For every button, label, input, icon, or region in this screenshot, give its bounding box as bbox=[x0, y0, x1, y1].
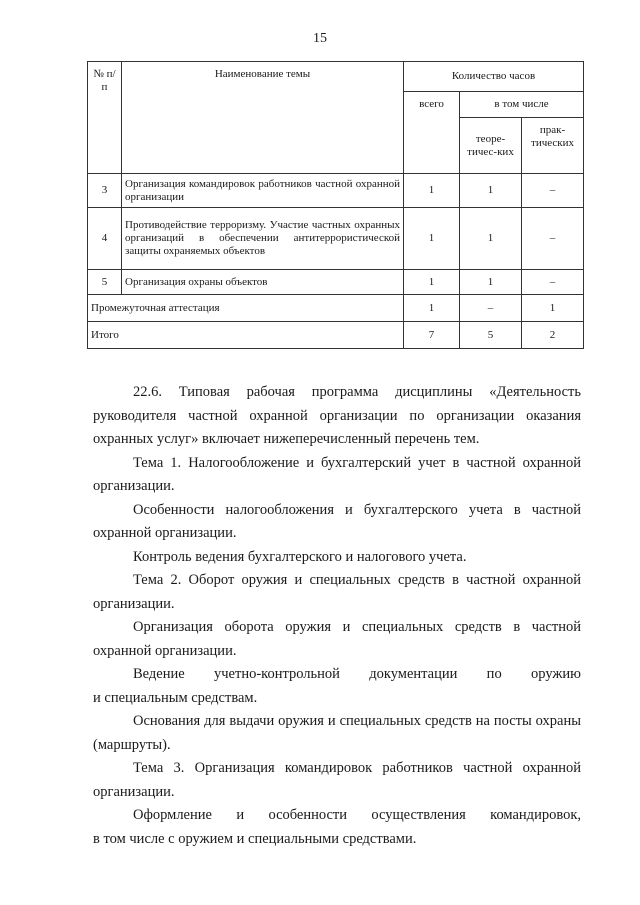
row-total: 1 bbox=[404, 208, 460, 270]
paragraph-program-intro: 22.6. Типовая рабочая программа дисциплины «Деятельность руководителя частной охранной организации по организации оказания охранных услуг» включает нижеперечисленный перечень тем. bbox=[93, 384, 581, 447]
row-topic: Противодействие терроризму. Участие частных охранных организаций в обеспечении антитеррористической защиты охраняемых объектов bbox=[122, 208, 404, 270]
header-total: всего bbox=[404, 92, 460, 174]
row-topic: Организация охраны объектов bbox=[122, 270, 404, 295]
row-num: 3 bbox=[88, 174, 122, 208]
row-num: 4 bbox=[88, 208, 122, 270]
header-num: № п/п bbox=[88, 62, 122, 174]
paragraph-topic-1: Тема 1. Налогообложение и бухгалтерский учет в частной охранной организации. bbox=[93, 454, 581, 494]
total-practice: 2 bbox=[522, 322, 584, 349]
table-row bbox=[88, 208, 584, 270]
paragraph-topic-2: Тема 2. Оборот оружия и специальных средств в частной охранной организации. bbox=[93, 572, 581, 612]
header-topic: Наименование темы bbox=[122, 62, 404, 174]
table-row bbox=[88, 174, 584, 208]
header-practice: прак-тических bbox=[522, 118, 584, 174]
row-total: 1 bbox=[404, 174, 460, 208]
total-row bbox=[88, 322, 584, 349]
paragraph-taxation: Особенности налогообложения и бухгалтерского учета в частной охранной организации. bbox=[93, 501, 581, 541]
page-number: 15 bbox=[313, 31, 327, 46]
paragraph-business-trips-cont: в том числе с оружием и специальными средствами. bbox=[93, 830, 417, 847]
intermediate-theory: – bbox=[460, 295, 522, 322]
intermediate-row bbox=[88, 295, 584, 322]
total-label: Итого bbox=[88, 322, 404, 349]
row-theory: 1 bbox=[460, 270, 522, 295]
header-including: в том числе bbox=[460, 92, 584, 118]
topics-table bbox=[87, 61, 584, 349]
total-theory: 5 bbox=[460, 322, 522, 349]
row-practice: – bbox=[522, 208, 584, 270]
paragraph-topic-3: Тема 3. Организация командировок работников частной охранной организации. bbox=[93, 760, 581, 800]
table-row bbox=[88, 270, 584, 295]
paragraph-weapons-issue: Основания для выдачи оружия и специальных средств на посты охраны (маршруты). bbox=[93, 713, 581, 753]
row-theory: 1 bbox=[460, 208, 522, 270]
row-topic: Организация командировок работников частной охранной организации bbox=[122, 174, 404, 208]
paragraph-documentation: Ведение учетно-контрольной документации по оружию bbox=[133, 666, 581, 682]
table-header-row-1 bbox=[88, 62, 584, 92]
body-text bbox=[93, 381, 581, 851]
intermediate-label: Промежуточная аттестация bbox=[88, 295, 404, 322]
intermediate-practice: 1 bbox=[522, 295, 584, 322]
row-theory: 1 bbox=[460, 174, 522, 208]
intermediate-total: 1 bbox=[404, 295, 460, 322]
paragraph-business-trips: Оформление и особенности осуществления командировок, bbox=[133, 807, 581, 823]
paragraph-documentation-cont: и специальным средствам. bbox=[93, 689, 258, 706]
row-total: 1 bbox=[404, 270, 460, 295]
row-num: 5 bbox=[88, 270, 122, 295]
row-practice: – bbox=[522, 270, 584, 295]
row-practice: – bbox=[522, 174, 584, 208]
header-hours: Количество часов bbox=[404, 62, 584, 92]
paragraph-accounting-control: Контроль ведения бухгалтерского и налогового учета. bbox=[133, 548, 467, 565]
header-theory: теоре-тичес-ких bbox=[460, 118, 522, 174]
total-total: 7 bbox=[404, 322, 460, 349]
paragraph-weapons-turnover: Организация оборота оружия и специальных средств в частной охранной организации. bbox=[93, 619, 581, 659]
